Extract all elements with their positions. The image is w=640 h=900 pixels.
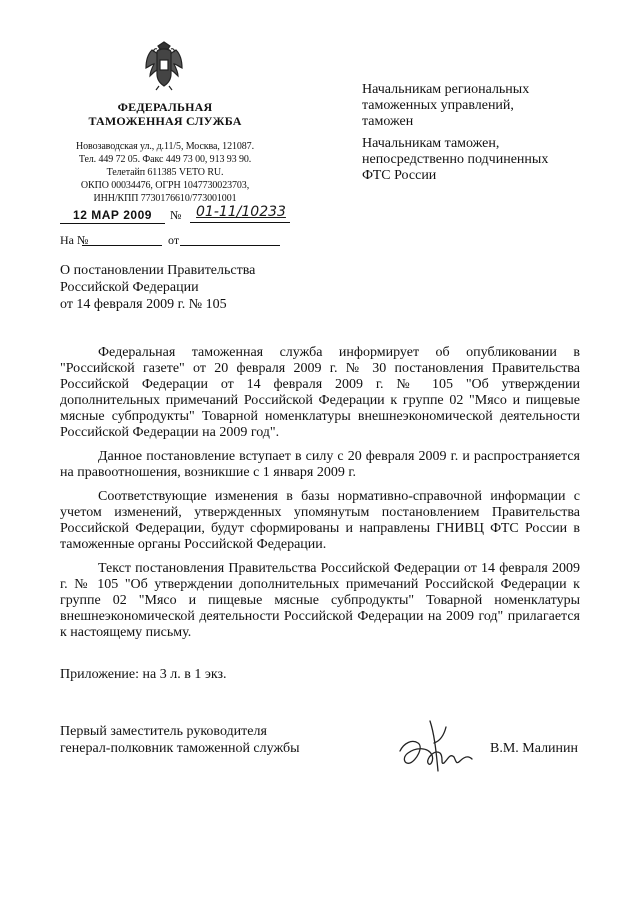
body-paragraph: Текст постановления Правительства Российской Федерации от 14 февраля 2009 г. № 105 "Об утверждении дополнительных примечаний Российской Федерации к группе 02 "Мясо и пищевые мясные субпродукты" Товарной номенклатуры внешнеэкономической деятельности Российской Федерации на 2009 год" прилагается к настоящему письму. [60,561,580,640]
addressee-line: непосредственно подчиненных [362,152,549,167]
addressee-line: таможенных управлений, [362,98,514,113]
addressee-line: Начальникам региональных [362,82,530,97]
body-paragraph: Федеральная таможенная служба информирует об опубликовании в "Российской газете" от 20 февраля 2009 г. № 30 постановления Правительства Российской Федерации от 14 февраля 2009 г. № 105 "Об утверждении дополнительных примечаний Российской Федерации к группе 02 "Мясо и пищевые мясные субпродукты" Товарной номенклатуры внешнеэкономической деятельности Российской Федерации на 2009 год". [60,345,580,440]
reference-line [60,233,300,249]
organization-details [60,140,270,205]
registration-number-label: № [170,208,182,222]
registration-date-stamp: 12 МАР 2009 [60,208,165,224]
addressee-customs [362,136,582,184]
addressee-regional [362,82,582,130]
addressee-line: Начальникам таможен, [362,136,500,151]
attachment-note: Приложение: на 3 л. в 1 экз. [60,667,227,682]
organization-name [60,100,270,128]
org-inn: ИНН/КПП 7730176610/773001001 [93,193,237,204]
body-paragraph: Соответствующие изменения в базы нормативно-справочной информации с учетом изменений, утвержденных упомянутым постановлением Правительства Российской Федерации, будут сформированы и направлены ГНИВЦ ФТС России в таможенные органы Российской Федерации. [60,489,580,552]
letter-subject [60,262,300,313]
org-name-line1: ФЕДЕРАЛЬНАЯ [117,100,213,114]
letter-body [60,345,580,649]
addressee-line: ФТС России [362,168,437,183]
registration-number: 01-11/10233 [190,204,290,223]
subject-line: О постановлении Правительства [60,263,256,278]
reference-date-blank [180,245,280,246]
reference-date-label: от [168,233,180,247]
handwritten-signature [390,713,485,783]
org-phone: Тел. 449 72 05. Факс 449 73 00, 913 93 90. [78,154,252,165]
signatory-name: В.М. Малинин [490,741,579,756]
signatory-title-line1: Первый заместитель руководителя [60,724,267,739]
org-name-line2: ТАМОЖЕННАЯ СЛУЖБА [88,114,242,128]
emblem-icon [142,40,186,92]
addressee-block [362,82,582,190]
org-teletype: Телетайп 611385 VETO RU. [106,167,224,178]
reference-number-blank [82,245,162,246]
signatory-title-line2: генерал-полковник таможенной службы [60,741,300,756]
signature-block [60,723,580,757]
body-paragraph: Данное постановление вступает в силу с 20 февраля 2009 г. и распространяется на правоотношения, возникшие с 1 января 2009 г. [60,449,580,480]
org-address: Новозаводская ул., д.11/5, Москва, 121087. [76,141,254,152]
subject-line: от 14 февраля 2009 г. № 105 [60,297,227,312]
org-okpo: ОКПО 00034476, ОГРН 1047730023703, [80,180,250,191]
registration-line [60,204,290,228]
addressee-line: таможен [362,114,414,129]
subject-line: Российской Федерации [60,280,199,295]
reference-number-label: На № [60,233,89,247]
